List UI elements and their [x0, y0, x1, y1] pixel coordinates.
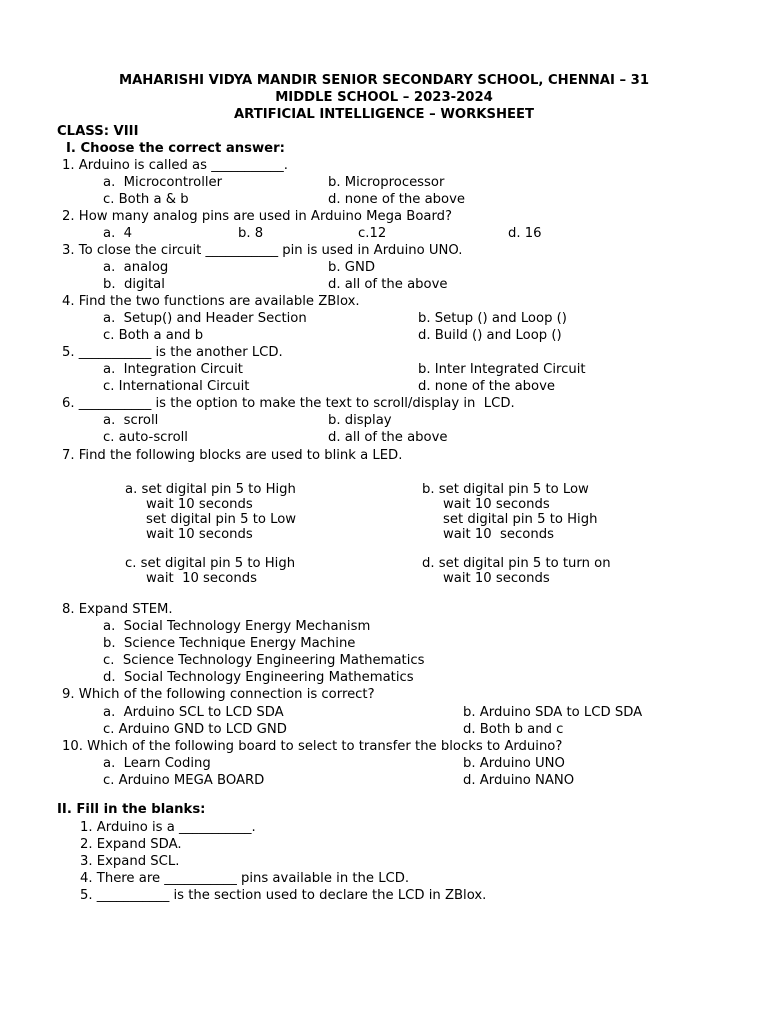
q7-option-d-line2: wait 10 seconds	[443, 571, 550, 586]
q4-text: 4. Find the two functions are available ZBlox.	[62, 294, 360, 309]
q8-text: 8. Expand STEM.	[62, 602, 173, 617]
fill-blank-item: 1. Arduino is a ___________.	[80, 820, 256, 835]
q7-option-a-line4: wait 10 seconds	[146, 527, 253, 542]
q5-option-b: b. Inter Integrated Circuit	[418, 362, 586, 377]
q2-option-c: c.12	[358, 226, 387, 241]
q8-option-a: a. Social Technology Energy Mechanism	[103, 619, 371, 634]
q9-option-d: d. Both b and c	[463, 722, 564, 737]
q7-option-d-line1: d. set digital pin 5 to turn on	[422, 556, 611, 571]
q1-text: 1. Arduino is called as ___________.	[62, 158, 288, 173]
fill-blank-item: 5. ___________ is the section used to declare the LCD in ZBlox.	[80, 888, 487, 903]
q4-option-c: c. Both a and b	[103, 328, 204, 343]
q2-option-b: b. 8	[238, 226, 264, 241]
q6-option-d: d. all of the above	[328, 430, 448, 445]
section1-title: I. Choose the correct answer:	[66, 141, 285, 156]
q4-option-d: d. Build () and Loop ()	[418, 328, 562, 343]
q7-option-c-line1: c. set digital pin 5 to High	[125, 556, 296, 571]
q7-option-c-line2: wait 10 seconds	[146, 571, 257, 586]
q3-option-b: b. GND	[328, 260, 375, 275]
section2-title: II. Fill in the blanks:	[57, 802, 206, 817]
q10-option-b: b. Arduino UNO	[463, 756, 565, 771]
q7-option-a-line1: a. set digital pin 5 to High	[125, 482, 296, 497]
q5-option-d: d. none of the above	[418, 379, 556, 394]
q3-option-d: d. all of the above	[328, 277, 448, 292]
q7-option-b-line2: wait 10 seconds	[443, 497, 550, 512]
q1-option-d: d. none of the above	[328, 192, 466, 207]
q8-option-b: b. Science Technique Energy Machine	[103, 636, 356, 651]
q4-option-b: b. Setup () and Loop ()	[418, 311, 567, 326]
q10-text: 10. Which of the following board to select to transfer the blocks to Arduino?	[62, 739, 563, 754]
q6-option-b: b. display	[328, 413, 392, 428]
q9-option-c: c. Arduino GND to LCD GND	[103, 722, 287, 737]
q7-option-b-line3: set digital pin 5 to High	[443, 512, 598, 527]
school-name: MAHARISHI VIDYA MANDIR SENIOR SECONDARY SCHOOL, CHENNAI – 31	[118, 73, 650, 88]
q6-option-c: c. auto-scroll	[103, 430, 188, 445]
q6-option-a: a. scroll	[103, 413, 159, 428]
q5-text: 5. ___________ is the another LCD.	[62, 345, 283, 360]
q2-option-d: d. 16	[508, 226, 542, 241]
q7-option-b-line4: wait 10 seconds	[443, 527, 554, 542]
q9-text: 9. Which of the following connection is correct?	[62, 687, 375, 702]
q4-option-a: a. Setup() and Header Section	[103, 311, 307, 326]
q1-option-c: c. Both a & b	[103, 192, 189, 207]
q3-text: 3. To close the circuit ___________ pin is used in Arduino UNO.	[62, 243, 463, 258]
q7-text: 7. Find the following blocks are used to blink a LED.	[62, 448, 403, 463]
q3-option-a: a. analog	[103, 260, 169, 275]
q10-option-d: d. Arduino NANO	[463, 773, 575, 788]
q1-option-a: a. Microcontroller	[103, 175, 223, 190]
q1-option-b: b. Microprocessor	[328, 175, 445, 190]
q7-option-a-line3: set digital pin 5 to Low	[146, 512, 297, 527]
q6-text: 6. ___________ is the option to make the text to scroll/display in LCD.	[62, 396, 515, 411]
q3-option-c: b. digital	[103, 277, 165, 292]
fill-blank-item: 2. Expand SDA.	[80, 837, 182, 852]
fill-blank-item: 4. There are ___________ pins available in the LCD.	[80, 871, 410, 886]
q2-option-a: a. 4	[103, 226, 133, 241]
q7-option-a-line2: wait 10 seconds	[146, 497, 253, 512]
q2-text: 2. How many analog pins are used in Arduino Mega Board?	[62, 209, 453, 224]
worksheet-title: ARTIFICIAL INTELLIGENCE – WORKSHEET	[233, 107, 535, 122]
q9-option-b: b. Arduino SDA to LCD SDA	[463, 705, 643, 720]
q8-option-d: d. Social Technology Engineering Mathematics	[103, 670, 414, 685]
q8-option-c: c. Science Technology Engineering Mathematics	[103, 653, 425, 668]
fill-blank-item: 3. Expand SCL.	[80, 854, 180, 869]
q5-option-a: a. Integration Circuit	[103, 362, 243, 377]
division-title: MIDDLE SCHOOL – 2023-2024	[275, 90, 493, 105]
q9-option-a: a. Arduino SCL to LCD SDA	[103, 705, 284, 720]
class-label: CLASS: VIII	[57, 124, 139, 139]
q7-option-b-line1: b. set digital pin 5 to Low	[422, 482, 589, 497]
q10-option-c: c. Arduino MEGA BOARD	[103, 773, 265, 788]
q10-option-a: a. Learn Coding	[103, 756, 211, 771]
q5-option-c: c. International Circuit	[103, 379, 250, 394]
